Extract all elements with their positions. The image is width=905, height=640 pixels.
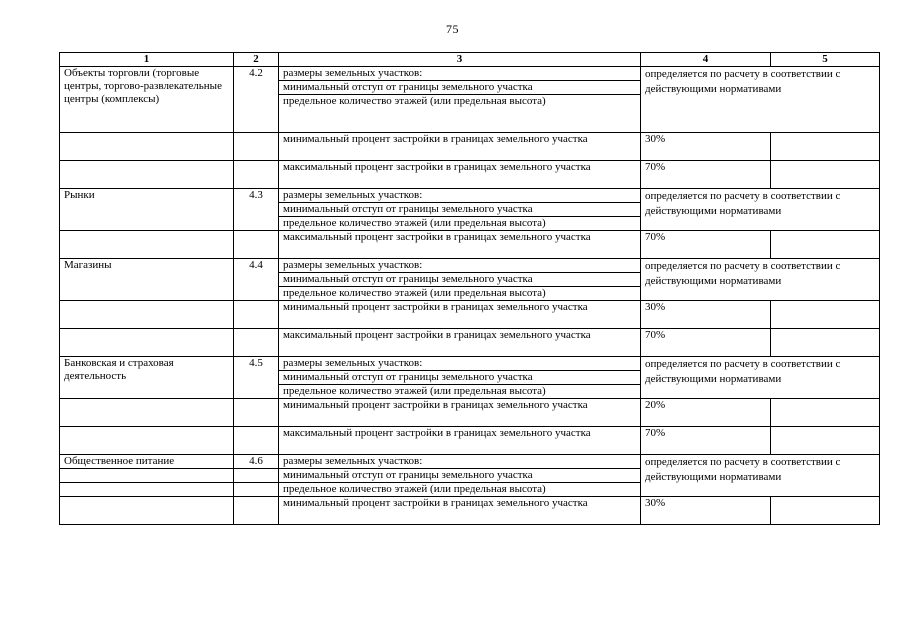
empty-cell [234, 133, 279, 161]
empty-cell [60, 399, 234, 427]
table-row [60, 399, 880, 427]
empty-cell [771, 231, 880, 259]
min-pct-value: 30% [641, 133, 771, 161]
table-row [60, 259, 880, 273]
param-sizes: размеры земельных участков: [279, 455, 641, 469]
param-max-floors: предельное количество этажей (или предельная высота) [279, 217, 641, 231]
param-sizes: размеры земельных участков: [279, 357, 641, 371]
empty-cell [234, 469, 279, 483]
param-sizes: размеры земельных участков: [279, 259, 641, 273]
calc-value: определяется по расчету в соответствии с действующими нормативами [641, 67, 880, 133]
calc-value: определяется по расчету в соответствии с действующими нормативами [641, 357, 880, 399]
calc-value: определяется по расчету в соответствии с действующими нормативами [641, 189, 880, 231]
empty-cell [771, 427, 880, 455]
category-cell: Банковская и страховая деятельность [60, 357, 234, 399]
table-row [60, 357, 880, 371]
calc-value: определяется по расчету в соответствии с действующими нормативами [641, 259, 880, 301]
code-cell: 4.4 [234, 259, 279, 301]
category-cell: Магазины [60, 259, 234, 301]
min-pct-value: 30% [641, 301, 771, 329]
category-cell: Общественное питание [60, 455, 234, 469]
table-row [60, 455, 880, 469]
empty-cell [771, 399, 880, 427]
max-pct-value: 70% [641, 329, 771, 357]
empty-cell [60, 497, 234, 525]
param-min-pct: минимальный процент застройки в границах земельного участка [279, 497, 641, 525]
empty-cell [234, 497, 279, 525]
header-col-3: 3 [279, 53, 641, 67]
param-min-pct: минимальный процент застройки в границах земельного участка [279, 133, 641, 161]
param-min-pct: минимальный процент застройки в границах земельного участка [279, 301, 641, 329]
param-max-pct: максимальный процент застройки в границах земельного участка [279, 427, 641, 455]
calc-value: определяется по расчету в соответствии с действующими нормативами [641, 455, 880, 497]
empty-cell [771, 329, 880, 357]
empty-cell [60, 231, 234, 259]
empty-cell [771, 301, 880, 329]
table-row [60, 427, 880, 455]
empty-cell [60, 427, 234, 455]
empty-cell [234, 161, 279, 189]
code-cell: 4.2 [234, 67, 279, 133]
max-pct-value: 70% [641, 427, 771, 455]
param-max-pct: максимальный процент застройки в границах земельного участка [279, 329, 641, 357]
regulations-table [59, 52, 880, 525]
code-cell: 4.5 [234, 357, 279, 399]
min-pct-value: 30% [641, 497, 771, 525]
code-cell: 4.3 [234, 189, 279, 231]
header-col-4: 4 [641, 53, 771, 67]
empty-cell [60, 469, 234, 483]
min-pct-value: 20% [641, 399, 771, 427]
param-min-offset: минимальный отступ от границы земельного участка [279, 273, 641, 287]
table-row [60, 67, 880, 81]
empty-cell [771, 161, 880, 189]
empty-cell [771, 133, 880, 161]
empty-cell [60, 329, 234, 357]
param-sizes: размеры земельных участков: [279, 189, 641, 203]
table-row [60, 189, 880, 203]
empty-cell [60, 301, 234, 329]
table-row [60, 133, 880, 161]
table-row [60, 301, 880, 329]
empty-cell [234, 301, 279, 329]
empty-cell [234, 231, 279, 259]
param-max-floors: предельное количество этажей (или предельная высота) [279, 483, 641, 497]
param-sizes: размеры земельных участков: [279, 67, 641, 81]
table-row [60, 497, 880, 525]
empty-cell [234, 399, 279, 427]
param-min-offset: минимальный отступ от границы земельного участка [279, 203, 641, 217]
max-pct-value: 70% [641, 231, 771, 259]
table-row [60, 161, 880, 189]
param-max-pct: максимальный процент застройки в границах земельного участка [279, 231, 641, 259]
param-max-pct: максимальный процент застройки в границах земельного участка [279, 161, 641, 189]
empty-cell [60, 133, 234, 161]
empty-cell [60, 161, 234, 189]
header-col-1: 1 [60, 53, 234, 67]
header-col-5: 5 [771, 53, 880, 67]
param-min-offset: минимальный отступ от границы земельного участка [279, 469, 641, 483]
table-row [60, 231, 880, 259]
max-pct-value: 70% [641, 161, 771, 189]
header-row [60, 53, 880, 67]
empty-cell [771, 497, 880, 525]
empty-cell [234, 427, 279, 455]
empty-cell [234, 329, 279, 357]
param-max-floors: предельное количество этажей (или предельная высота) [279, 385, 641, 399]
category-cell: Объекты торговли (торговые центры, торгово-развлекательные центры (комплексы) [60, 67, 234, 133]
page-number: 75 [446, 22, 459, 36]
empty-cell [234, 483, 279, 497]
table-row [60, 329, 880, 357]
header-col-2: 2 [234, 53, 279, 67]
param-min-offset: минимальный отступ от границы земельного участка [279, 371, 641, 385]
param-max-floors: предельное количество этажей (или предельная высота) [279, 287, 641, 301]
param-min-pct: минимальный процент застройки в границах земельного участка [279, 399, 641, 427]
param-max-floors: предельное количество этажей (или предельная высота) [279, 95, 641, 133]
category-cell: Рынки [60, 189, 234, 231]
empty-cell [60, 483, 234, 497]
param-min-offset: минимальный отступ от границы земельного участка [279, 81, 641, 95]
code-cell: 4.6 [234, 455, 279, 469]
